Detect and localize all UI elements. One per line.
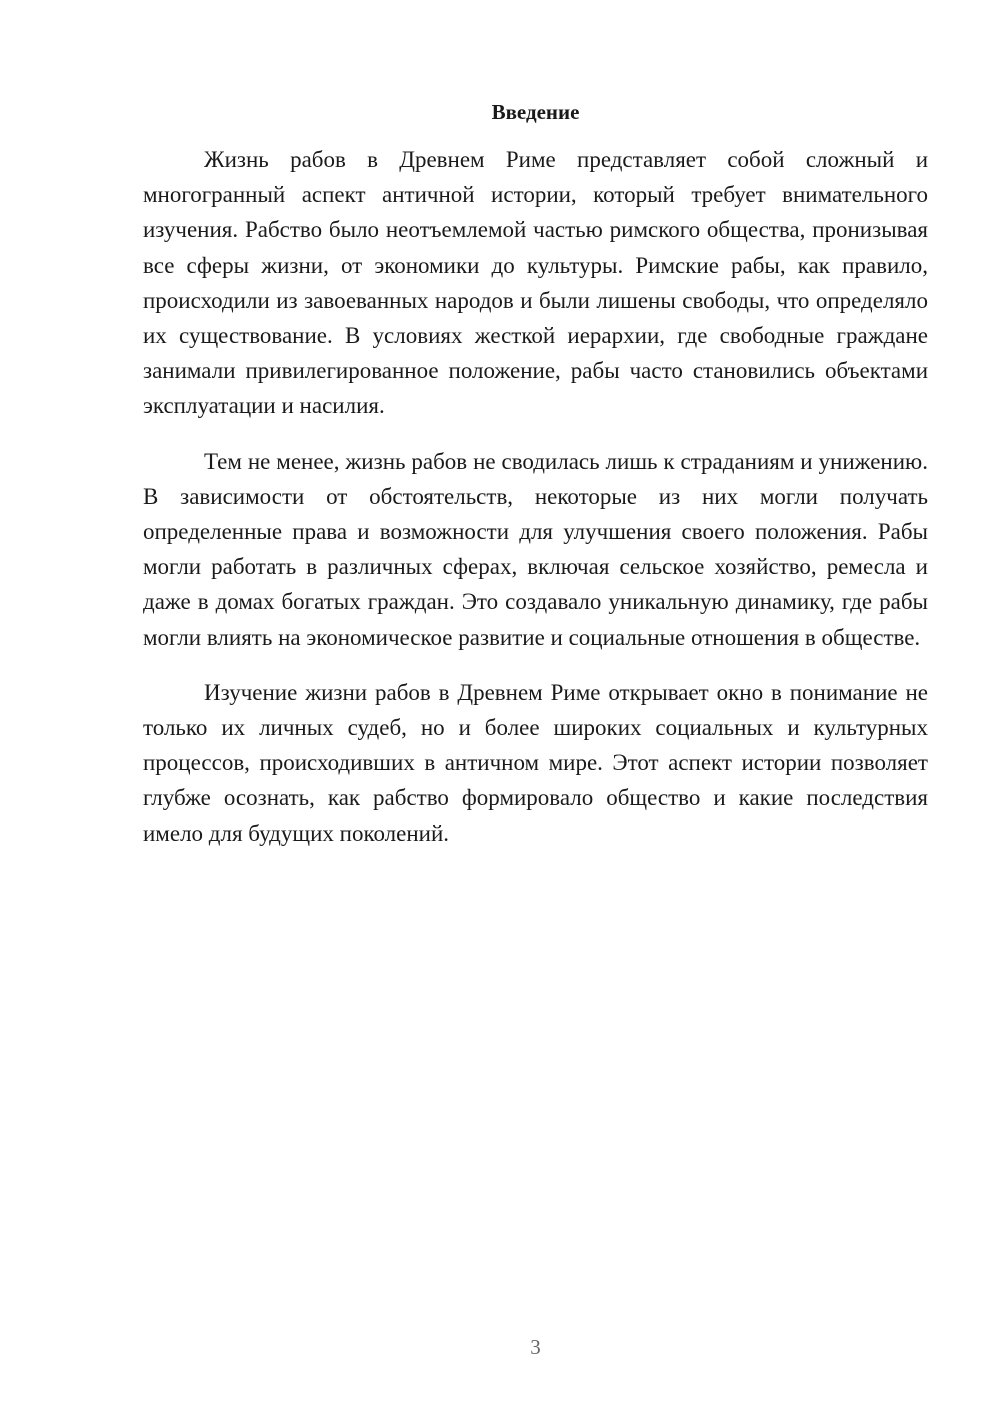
section-heading: Введение: [491, 100, 580, 124]
paragraph-1: Жизнь рабов в Древнем Риме представляет собой сложный и многогранный аспект античной истории, который требует внимательного изучения. Рабство было неотъемлемой частью римского общества, пронизывая все сферы жизни, от экономики до культуры. Римские рабы, как правило, происходили из завоеванных народов и были лишены свободы, что определяло их существование. В условиях жесткой иерархии, где свободные граждане занимали привилегированное положение, рабы часто становились объектами эксплуатации и насилия.: [143, 147, 928, 419]
paragraph-3: Изучение жизни рабов в Древнем Риме открывает окно в понимание не только их личных судеб, но и более широких социальных и культурных процессов, происходивших в античном мире. Этот аспект истории позволяет глубже осознать, как рабство формировало общество и какие последствия имело для будущих поколений.: [143, 679, 928, 846]
page-number: 3: [530, 1335, 541, 1359]
body-text: [143, 142, 928, 871]
paragraph-2: Тем не менее, жизнь рабов не сводилась лишь к страданиям и унижению. В зависимости от обстоятельств, некоторые из них могли получать определенные права и возможности для улучшения своего положения. Рабы могли работать в различных сферах, включая сельское хозяйство, ремесла и даже в домах богатых граждан. Это создавало уникальную динамику, где рабы могли влиять на экономическое развитие и социальные отношения в обществе.: [143, 448, 928, 650]
